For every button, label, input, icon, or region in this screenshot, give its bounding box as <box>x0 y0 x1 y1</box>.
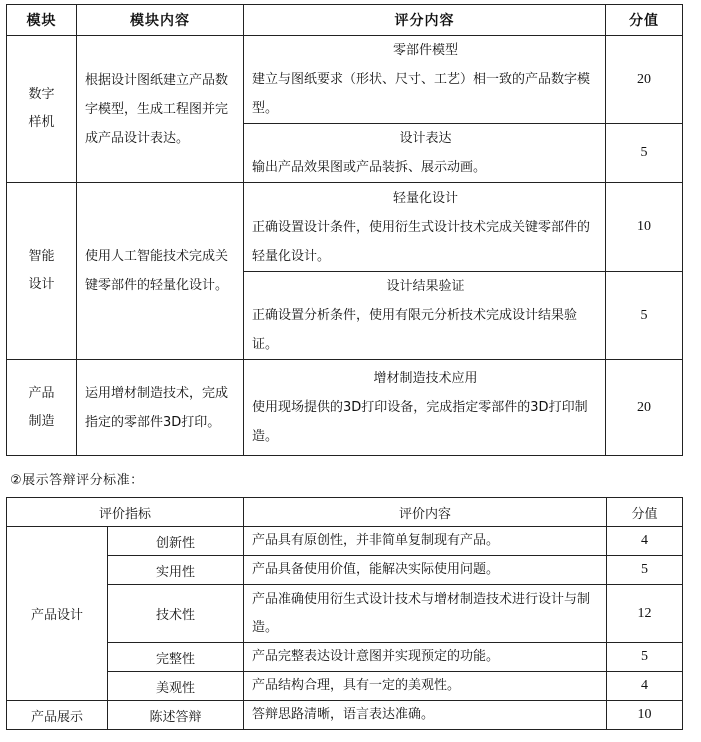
header-module: 模块 <box>7 5 77 36</box>
table-row <box>7 183 683 272</box>
table-row <box>7 527 683 556</box>
indicator-name: 实用性 <box>108 556 244 585</box>
eval-title: 增材制造技术应用 <box>373 371 478 386</box>
header-score: 分值 <box>607 498 683 527</box>
eval-body: 正确设置设计条件，使用衍生式设计技术完成关键零部件的轻量化设计。 <box>252 219 591 264</box>
score-value: 20 <box>606 36 683 124</box>
table-row <box>7 701 683 730</box>
eval-title: 设计结果验证 <box>386 279 465 294</box>
eval-title: 轻量化设计 <box>392 190 458 206</box>
score-value: 12 <box>607 585 683 643</box>
indicator-content: 产品结构合理，具有一定的美观性。 <box>244 672 607 701</box>
score-value: 5 <box>606 272 683 360</box>
table-row <box>7 585 683 643</box>
module-content: 根据设计图纸建立产品数字模型，生成工程图并完成产品设计表达。 <box>77 36 244 183</box>
table-row <box>7 643 683 672</box>
score-value: 5 <box>606 124 683 183</box>
eval-item <box>244 183 606 272</box>
indicator-content: 产品准确使用衍生式设计技术与增材制造技术进行设计与制造。 <box>244 585 607 643</box>
group-name: 产品展示 <box>7 701 108 730</box>
module-content: 使用人工智能技术完成关键零部件的轻量化设计。 <box>77 183 244 360</box>
indicator-content: 产品具备使用价值，能解决实际使用问题。 <box>244 556 607 585</box>
indicator-name: 技术性 <box>108 585 244 643</box>
eval-body: 使用现场提供的3D打印设备，完成指定零部件的3D打印制造。 <box>252 400 588 444</box>
table-row <box>7 36 683 124</box>
eval-body: 输出产品效果图或产品装拆、展示动画。 <box>252 160 487 175</box>
eval-item <box>244 36 606 124</box>
header-eval-content: 评分内容 <box>244 5 606 36</box>
eval-item <box>244 360 606 456</box>
group-name: 产品设计 <box>7 527 108 701</box>
score-value: 4 <box>607 527 683 556</box>
eval-body: 建立与图纸要求（形状、尺寸、工艺）相一致的产品数字模型。 <box>252 72 591 116</box>
score-value: 5 <box>607 556 683 585</box>
table-row <box>7 360 683 456</box>
table1-header-row <box>7 5 683 36</box>
section-label: ②展示答辩评分标准： <box>10 473 144 488</box>
table-row <box>7 556 683 585</box>
header-score: 分值 <box>606 5 683 36</box>
eval-title: 零部件模型 <box>392 43 458 58</box>
module-scoring-table <box>6 4 683 456</box>
indicator-content: 答辩思路清晰，语言表达准确。 <box>244 701 607 730</box>
module-name: 产品 制造 <box>7 360 77 456</box>
indicator-content: 产品具有原创性，并非简单复制现有产品。 <box>244 527 607 556</box>
eval-item <box>244 272 606 360</box>
indicator-content: 产品完整表达设计意图并实现预定的功能。 <box>244 643 607 672</box>
header-module-content: 模块内容 <box>77 5 244 36</box>
indicator-name: 完整性 <box>108 643 244 672</box>
presentation-scoring-table <box>6 497 683 730</box>
module-content: 运用增材制造技术，完成指定的零部件3D打印。 <box>77 360 244 456</box>
score-value: 5 <box>607 643 683 672</box>
eval-title: 设计表达 <box>399 131 452 146</box>
module-name: 智能 设计 <box>7 183 77 360</box>
indicator-name: 陈述答辩 <box>108 701 244 730</box>
score-value: 4 <box>607 672 683 701</box>
score-value: 20 <box>606 360 683 456</box>
indicator-name: 美观性 <box>108 672 244 701</box>
score-value: 10 <box>607 701 683 730</box>
table-row <box>7 672 683 701</box>
module-name: 数字 样机 <box>7 36 77 183</box>
header-eval-content: 评价内容 <box>244 498 607 527</box>
table2-header-row <box>7 498 683 527</box>
header-indicator: 评价指标 <box>7 498 244 527</box>
score-value: 10 <box>606 183 683 272</box>
eval-item <box>244 124 606 183</box>
indicator-name: 创新性 <box>108 527 244 556</box>
eval-body: 正确设置分析条件，使用有限元分析技术完成设计结果验证。 <box>252 308 578 352</box>
